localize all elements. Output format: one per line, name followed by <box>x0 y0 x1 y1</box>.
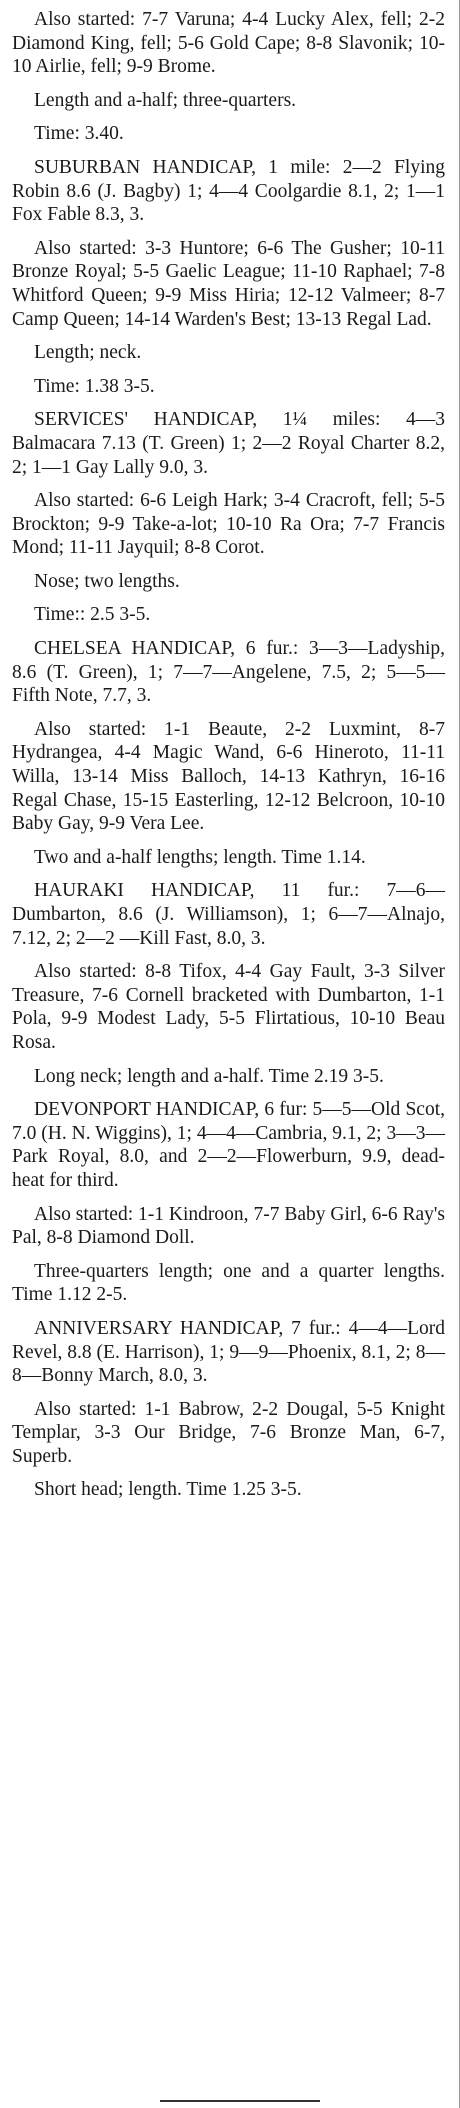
chelsea-also-started: Also started: 1-1 Beaute, 2-2 Luxmint, 8-7 Hydrangea, 4-4 Magic Wand, 6-6 Hineroto, 11-11 Willa, 13-14 Miss Balloch, 14-13 Kathryn, 16-16 Regal Chase, 15-15 Easterling, 12-12 Belcroon, 10-10 Baby Gay, 9-9 Vera Lee. <box>12 718 445 835</box>
services-time: Time:: 2.5 3-5. <box>34 604 151 626</box>
suburban-time: Time: 1.38 3-5. <box>34 375 155 397</box>
chelsea-margins-time: Two and a-half lengths; length. Time 1.14. <box>34 846 366 868</box>
margins-steeplechase: Length and a-half; three-quarters. <box>34 89 297 111</box>
anniversary-handicap-result: ANNIVERSARY HANDICAP, 7 fur.: 4—4—Lord Revel, 8.8 (E. Harrison), 1; 9—9—Phoenix, 8.1, 2; 8—8—Bonny March, 8.0, 3. <box>12 1317 445 1387</box>
hauraki-margins-time: Long neck; length and a-half. Time 2.19 3-5. <box>34 1065 384 1087</box>
time-steeplechase: Time: 3.40. <box>34 123 124 145</box>
also-started-varuna: Also started: 7-7 Varuna; 4-4 Lucky Alex, fell; 2-2 Diamond King, fell; 5-6 Gold Cape; 8-8 Slavonik; 10-10 Airlie, fell; 9-9 Brome. <box>12 9 445 78</box>
chelsea-handicap-result: CHELSEA HANDICAP, 6 fur.: 3—3—Ladyship, 8.6 (T. Green), 1; 7—7—Angelene, 7.5, 2; 5—5—Fifth Note, 7.7, 3. <box>12 638 445 707</box>
services-handicap-result: SERVICES' HANDICAP, 1¼ miles: 4—3 Balmacara 7.13 (T. Green) 1; 2—2 Royal Charter 8.2, 2; 1—1 Gay Lally 9.0, 3. <box>12 409 445 478</box>
suburban-margins: Length; neck. <box>34 342 142 364</box>
services-also-started: Also started: 6-6 Leigh Hark; 3-4 Cracroft, fell; 5-5 Brockton; 9-9 Take-a-lot; 10-10 Ra Ora; 7-7 Francis Mond; 11-11 Jayquil; 8-8 Corot. <box>12 490 445 559</box>
closing-rule <box>160 2100 320 2102</box>
services-margins: Nose; two lengths. <box>34 570 180 592</box>
anniversary-also-started: Also started: 1-1 Babrow, 2-2 Dougal, 5-5 Knight Templar, 3-3 Our Bridge, 7-6 Bronze Man, 6-7, Superb. <box>12 1398 445 1467</box>
anniversary-margins-time: Short head; length. Time 1.25 3-5. <box>34 1479 302 1501</box>
hauraki-also-started: Also started: 8-8 Tifox, 4-4 Gay Fault, 3-3 Silver Treasure, 7-6 Cornell bracketed with Dumbarton, 1-1 Pola, 9-9 Modest Lady, 5-5 Flirtatious, 10-10 Beau Rosa. <box>12 961 445 1053</box>
hauraki-handicap-result: HAURAKI HANDICAP, 11 fur.: 7—6—Dumbarton, 8.6 (J. Williamson), 1; 6—7—Alnajo, 7.12, 2; 2—2 —Kill Fast, 8.0, 3. <box>12 880 445 949</box>
devonport-margins-time: Three-quarters length; one and a quarter lengths. Time 1.12 2-5. <box>12 1260 445 1306</box>
devonport-also-started: Also started: 1-1 Kindroon, 7-7 Baby Girl, 6-6 Ray's Pal, 8-8 Diamond Doll. <box>12 1203 445 1249</box>
suburban-handicap-result: SUBURBAN HANDICAP, 1 mile: 2—2 Flying Robin 8.6 (J. Bagby) 1; 4—4 Coolgardie 8.1, 2; 1—1 Fox Fable 8.3, 3. <box>12 156 445 226</box>
devonport-handicap-result: DEVONPORT HANDICAP, 6 fur: 5—5—Old Scot, 7.0 (H. N. Wiggins), 1; 4—4—Cambria, 9.1, 2; 3—3—Park Royal, 8.0, and 2—2—Flowerburn, 9.9, dead-heat for third. <box>12 1099 445 1191</box>
suburban-also-started: Also started: 3-3 Huntore; 6-6 The Gusher; 10-11 Bronze Royal; 5-5 Gaelic League; 11-10 Raphael; 7-8 Whitford Queen; 9-9 Miss Hiria; 12-12 Valmeer; 8-7 Camp Queen; 14-14 Warden's Best; 13-13 Regal Lad. <box>12 237 445 330</box>
